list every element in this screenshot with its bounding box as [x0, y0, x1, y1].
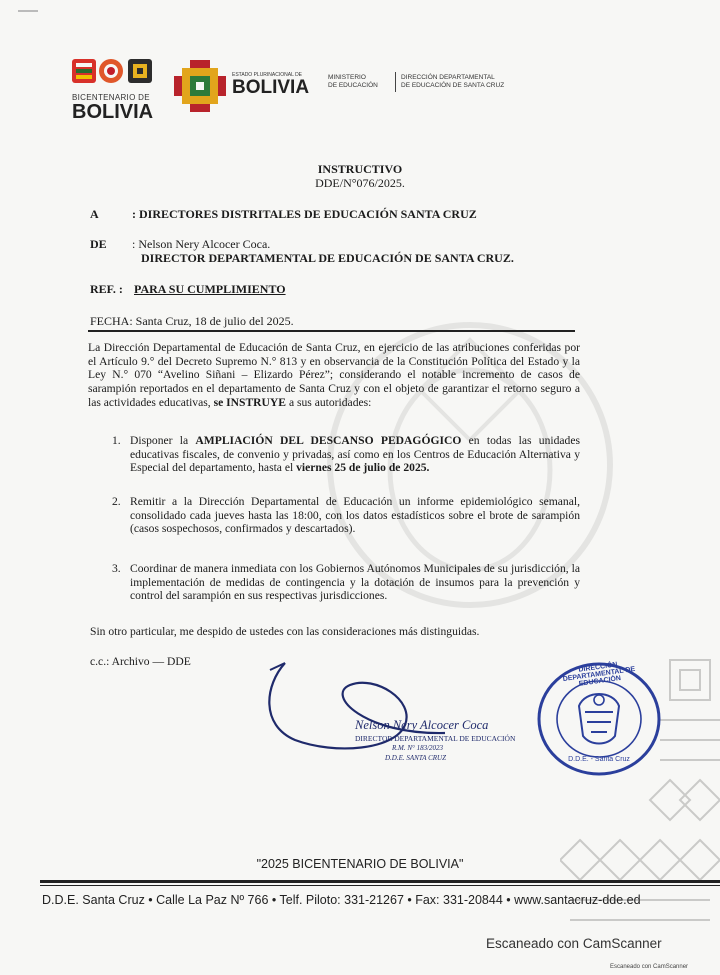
estado-country: BOLIVIA [232, 77, 310, 98]
intro-end: a sus autoridades: [286, 395, 372, 409]
document-code: DDE/N°076/2025. [315, 176, 405, 190]
item-bold-date: viernes 25 de julio de 2025. [296, 461, 430, 475]
signature-office: D.D.E. SANTA CRUZ [385, 754, 446, 762]
signature-rm: R.M. N° 183/2023 [392, 744, 444, 752]
footer-rule [40, 880, 720, 883]
cc-line: c.c.: Archivo — DDE [90, 655, 191, 668]
instruction-item [112, 434, 580, 475]
item-text: Disponer la [130, 434, 196, 447]
bicentenario-country: BOLIVIA [72, 101, 154, 123]
date-line: FECHA: Santa Cruz, 18 de julio del 2025. [90, 314, 294, 328]
direccion-line2: DE EDUCACIÓN DE SANTA CRUZ [401, 82, 505, 89]
intro-text: La Dirección Departamental de Educación de Santa Cruz, en ejercicio de las atribuciones conferidas por el Artículo 9.° del Decreto Supremo N.° 813 y en observancia de la Constitución Política del Estado y la Ley N.° 070 “Avelino Siñani – Elizardo Pérez”; considerando el notable incremento de casos de sarampión reportados en el departamento de Santa Cruz y con el objeto de garantizar el retorno seguro a las actividades educativas, [88, 341, 580, 409]
document-title: INSTRUCTIVO [317, 162, 403, 176]
item-number: 3. [112, 562, 121, 575]
to-label: A [90, 207, 99, 221]
from-label: DE [90, 237, 107, 251]
footer-address: D.D.E. Santa Cruz • Calle La Paz Nº 766 • Telf. Piloto: 331-21267 • Fax: 331-20844 • www.santacruz-dde.ed [42, 893, 641, 907]
ref-label: REF. : [90, 282, 123, 296]
footer-rule-thin [40, 885, 720, 886]
official-seal [535, 660, 663, 778]
from-title: DIRECTOR DEPARTAMENTAL DE EDUCACIÓN DE SANTA CRUZ. [141, 251, 514, 265]
direccion-line1: DIRECCIÓN DEPARTAMENTAL [401, 74, 495, 81]
instruction-item [112, 562, 580, 603]
signature-name: Nelson Nery Alcocer Coca [355, 718, 489, 732]
signature-title: DIRECTOR DEPARTAMENTAL DE EDUCACIÓN [355, 734, 516, 743]
intro-paragraph [88, 341, 580, 410]
camscanner-watermark: Escaneado con CamScanner [486, 936, 662, 951]
seal-bottom-text: D.D.E. - Santa Cruz [568, 756, 630, 763]
estado-label: ESTADO PLURINACIONAL DE [232, 72, 303, 78]
intro-bold: se INSTRUYE [213, 395, 287, 409]
ministerio-line1: MINISTERIO [328, 74, 366, 81]
bicentenario-label: BICENTENARIO DE [72, 93, 150, 102]
chakana-emblem-icon [172, 60, 228, 112]
estado-plurinacional-block [232, 72, 309, 97]
item-body: Coordinar de manera inmediata con los Gobiernos Autónomos Municipales de su jurisdicción, la implementación de medidas de contingencia y la dotación de insumos para la prevención y control del sarampión en sus respectivas jurisdicciones. [130, 562, 580, 603]
to-value: : DIRECTORES DISTRITALES DE EDUCACIÓN SANTA CRUZ [132, 207, 477, 221]
bicentenario-200-icon [72, 58, 156, 84]
direccion-block [401, 74, 504, 90]
date-divider [88, 330, 575, 332]
instruction-item [112, 495, 580, 536]
item-bold-text: AMPLIACIÓN DEL DESCANSO PEDAGÓGICO [195, 434, 462, 447]
ref-value: PARA SU CUMPLIMIENTO [134, 282, 286, 296]
scan-edge-mark [18, 10, 38, 12]
item-text: en todas las unidades educativas fiscales, de convenio y privadas, así como en los Centros de Educación Alternativa y Especial del departamento, hasta el [130, 434, 580, 475]
item-body [130, 434, 580, 475]
item-number: 2. [112, 495, 121, 508]
closing-line: Sin otro particular, me despido de ustedes con las consideraciones más distinguidas. [90, 625, 480, 638]
item-number: 1. [112, 434, 121, 447]
item-body: Remitir a la Dirección Departamental de Educación un informe epidemiológico semanal, consolidado cada jueves hasta las 18:00, con los datos estadísticos sobre el brote de sarampión (casos sospechosos, confirmados y descartados). [130, 495, 580, 536]
camscanner-small-label: Escaneado con CamScanner [610, 964, 689, 970]
footer-motto: "2025 BICENTENARIO DE BOLIVIA" [256, 857, 464, 871]
bicentenario-logo [72, 58, 160, 123]
ministerio-line2: DE EDUCACIÓN [328, 82, 378, 89]
ministerio-block [328, 74, 378, 90]
header-separator [395, 72, 396, 92]
from-name: : Nelson Nery Alcocer Coca. [132, 237, 271, 251]
seal-outer-text: DIRECCIÓN DEPARTAMENTAL DE EDUCACIÓN [562, 661, 636, 688]
